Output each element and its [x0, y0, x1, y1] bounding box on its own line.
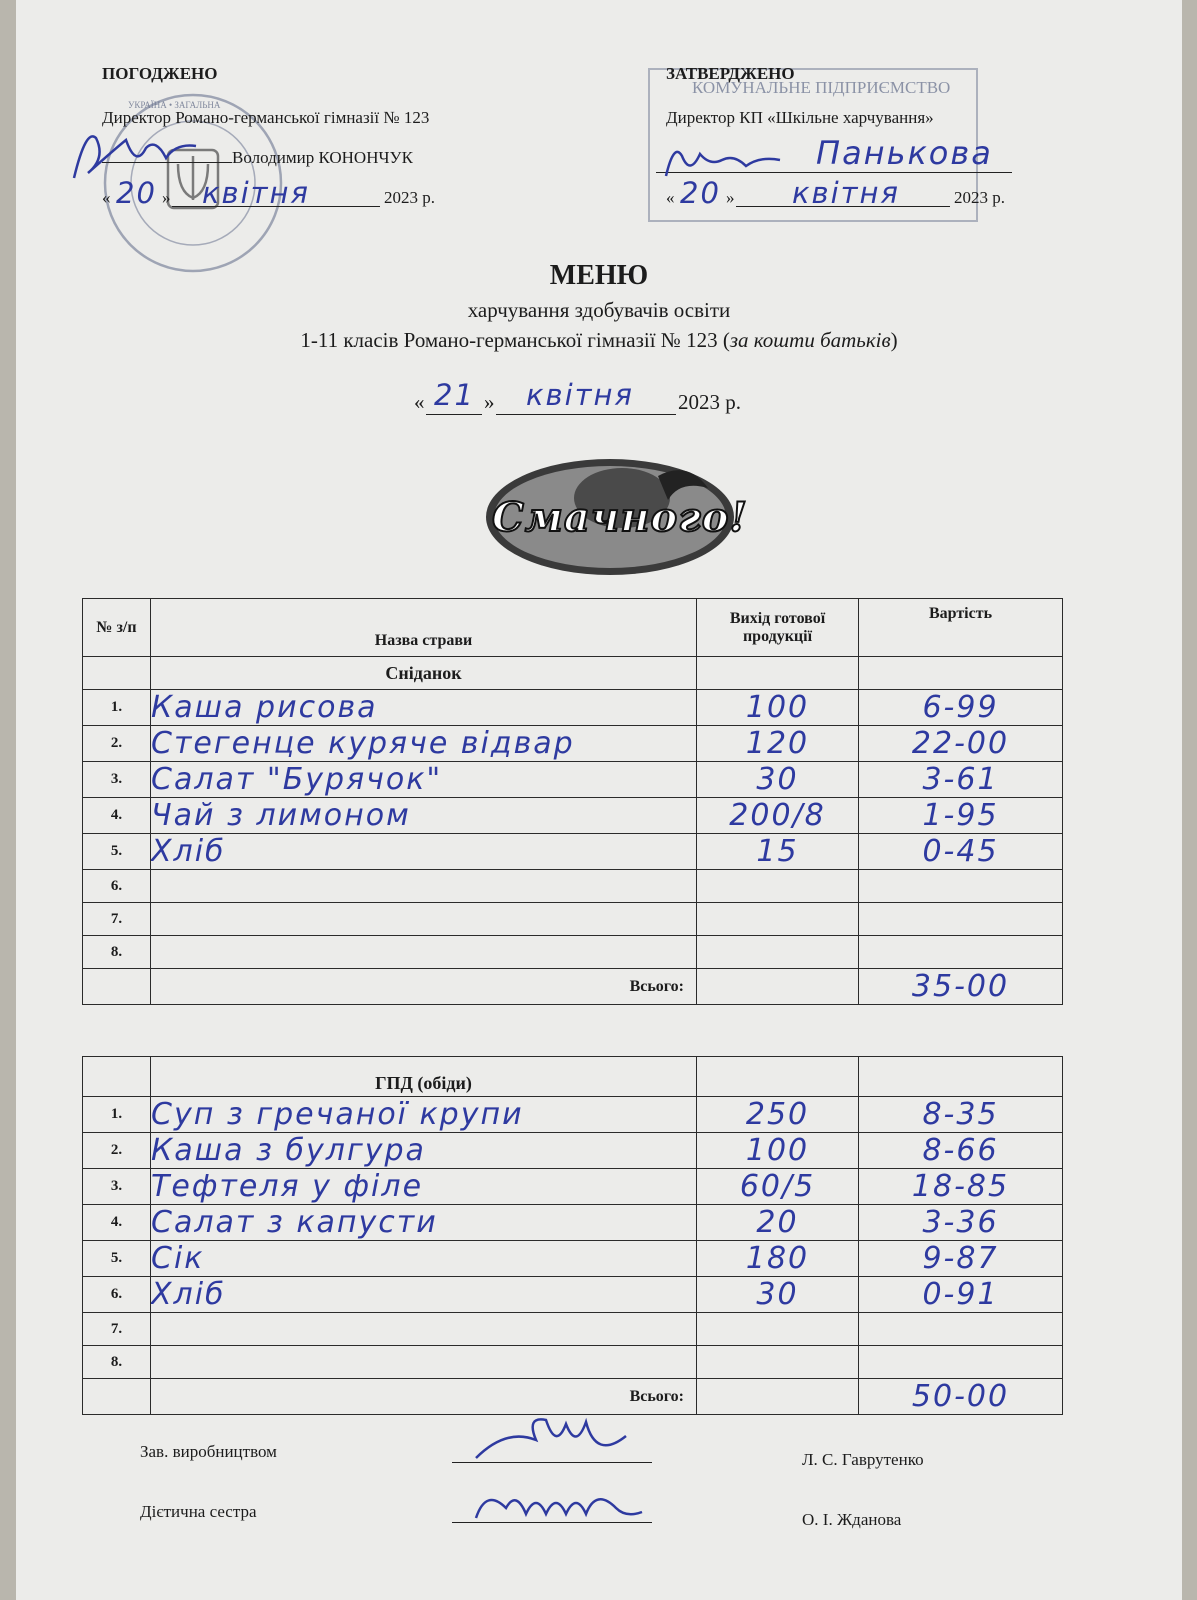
row-num: 1.	[83, 1097, 151, 1133]
row-num: 6.	[83, 1277, 151, 1313]
dish-name: Чай з лимоном	[151, 798, 697, 834]
approved-position: Директор Романо-германської гімназії № 123	[102, 108, 430, 127]
footer-role-1: Зав. виробництвом	[140, 1442, 277, 1461]
dish-output: 120	[697, 726, 859, 762]
dish-cost: 0-91	[859, 1277, 1063, 1313]
dish-output: 30	[697, 762, 859, 798]
dish-cost	[859, 936, 1063, 969]
dish-name: Салат "Бурячок"	[151, 762, 697, 798]
breakfast-table	[82, 598, 1063, 1005]
table-row	[83, 690, 1063, 726]
row-num: 8.	[83, 936, 151, 969]
table-row	[83, 762, 1063, 798]
approved-title: ПОГОДЖЕНО	[102, 64, 218, 83]
table-row	[83, 1097, 1063, 1133]
dish-output	[697, 870, 859, 903]
footer-name-2: О. І. Жданова	[802, 1510, 902, 1529]
approved-year: 2023 р.	[384, 188, 435, 207]
col-name: Назва страви	[151, 599, 697, 657]
dish-output: 200/8	[697, 798, 859, 834]
dish-name: Каша рисова	[151, 690, 697, 726]
dish-output	[697, 936, 859, 969]
row-num: 4.	[83, 1205, 151, 1241]
lunch-table	[82, 1056, 1063, 1415]
table-row	[83, 1133, 1063, 1169]
breakfast-total-label: Всього:	[151, 969, 697, 1005]
table-row	[83, 834, 1063, 870]
dish-name	[151, 870, 697, 903]
dish-cost: 9-87	[859, 1241, 1063, 1277]
row-num: 6.	[83, 870, 151, 903]
confirmed-year: 2023 р.	[954, 188, 1005, 207]
dish-cost: 1-95	[859, 798, 1063, 834]
menu-subtitle-1: харчування здобувачів освіти	[467, 298, 731, 322]
dish-output	[697, 1346, 859, 1379]
row-num: 5.	[83, 834, 151, 870]
table-row	[83, 798, 1063, 834]
approved-date-day: 20	[116, 176, 157, 210]
confirmed-signature-name: Панькова	[816, 134, 993, 172]
dish-cost	[859, 870, 1063, 903]
row-num: 7.	[83, 903, 151, 936]
dish-cost: 8-35	[859, 1097, 1063, 1133]
approved-date-open: «	[102, 188, 111, 207]
dish-name: Хліб	[151, 834, 697, 870]
row-num: 3.	[83, 762, 151, 798]
rect-stamp-text: КОМУНАЛЬНЕ ПІДПРИЄМСТВО	[692, 78, 951, 97]
menu-date-open: «	[414, 390, 425, 414]
confirmed-title: ЗАТВЕРДЖЕНО	[666, 64, 795, 83]
confirmed-date-open: «	[666, 188, 675, 207]
dish-output: 100	[697, 1133, 859, 1169]
dish-output: 20	[697, 1205, 859, 1241]
dish-name: Каша з булгура	[151, 1133, 697, 1169]
confirmed-position: Директор КП «Шкільне харчування»	[666, 108, 934, 127]
table-row	[83, 1346, 1063, 1379]
dish-output: 30	[697, 1277, 859, 1313]
table-row	[83, 1205, 1063, 1241]
approved-name: Володимир КОНОНЧУК	[232, 148, 413, 167]
row-num: 4.	[83, 798, 151, 834]
dish-name: Стегенце куряче відвар	[151, 726, 697, 762]
dish-output: 250	[697, 1097, 859, 1133]
dish-cost: 0-45	[859, 834, 1063, 870]
confirmed-date-day: 20	[680, 176, 721, 210]
dish-output	[697, 1313, 859, 1346]
breakfast-total: 35-00	[859, 969, 1063, 1005]
dish-cost: 3-61	[859, 762, 1063, 798]
dish-name	[151, 903, 697, 936]
section-breakfast: Сніданок	[151, 657, 697, 690]
col-num: № з/п	[83, 599, 151, 657]
dish-output: 180	[697, 1241, 859, 1277]
dish-output: 15	[697, 834, 859, 870]
approved-date-month: квітня	[202, 176, 310, 210]
col-cost: Вартість	[859, 599, 1063, 657]
confirmed-date-close: »	[726, 188, 735, 207]
table-row	[83, 1169, 1063, 1205]
menu-date-close: »	[484, 390, 495, 414]
breakfast-rows	[83, 690, 1063, 969]
signature-nurse-icon	[466, 1478, 646, 1536]
row-num: 2.	[83, 726, 151, 762]
dish-cost: 8-66	[859, 1133, 1063, 1169]
dish-name: Салат з капусти	[151, 1205, 697, 1241]
dish-output: 60/5	[697, 1169, 859, 1205]
dish-cost	[859, 903, 1063, 936]
bon-appetit-logo	[482, 454, 748, 580]
approved-date-close: »	[162, 188, 171, 207]
col-output: Вихід готової продукції	[697, 599, 859, 657]
table-row	[83, 903, 1063, 936]
menu-date-day: 21	[434, 378, 475, 412]
logo-text: Смачного!	[492, 494, 748, 541]
menu-year: 2023 р.	[678, 390, 741, 414]
row-num: 2.	[83, 1133, 151, 1169]
row-num: 3.	[83, 1169, 151, 1205]
dish-name	[151, 1346, 697, 1379]
footer-name-1: Л. С. Гаврутенко	[802, 1450, 924, 1469]
round-stamp-text: УКРАЇНА • ЗАГАЛЬНА	[128, 100, 221, 110]
lunch-total: 50-00	[859, 1379, 1063, 1415]
dish-name: Хліб	[151, 1277, 697, 1313]
table-row	[83, 1313, 1063, 1346]
menu-title: МЕНЮ	[549, 260, 649, 291]
dish-name	[151, 936, 697, 969]
row-num: 1.	[83, 690, 151, 726]
lunch-rows	[83, 1097, 1063, 1379]
dish-name: Суп з гречаної крупи	[151, 1097, 697, 1133]
dish-cost	[859, 1346, 1063, 1379]
row-num: 7.	[83, 1313, 151, 1346]
dish-name	[151, 1313, 697, 1346]
table-row	[83, 870, 1063, 903]
lunch-total-label: Всього:	[151, 1379, 697, 1415]
dish-name: Тефтеля у філе	[151, 1169, 697, 1205]
dish-output	[697, 903, 859, 936]
menu-date-month: квітня	[526, 378, 634, 412]
table-row	[83, 1241, 1063, 1277]
signature-chef-icon	[466, 1410, 636, 1470]
footer-role-2: Дієтична сестра	[140, 1502, 257, 1521]
section-lunch: ГПД (обіди)	[151, 1057, 697, 1097]
dish-cost: 18-85	[859, 1169, 1063, 1205]
dish-cost	[859, 1313, 1063, 1346]
dish-name: Сік	[151, 1241, 697, 1277]
menu-subtitle-2: 1-11 класів Романо-германської гімназії № 123 (за кошти батьків)	[300, 328, 898, 352]
confirmed-date-month: квітня	[792, 176, 900, 210]
row-num: 8.	[83, 1346, 151, 1379]
dish-cost: 3-36	[859, 1205, 1063, 1241]
row-num: 5.	[83, 1241, 151, 1277]
dish-cost: 6-99	[859, 690, 1063, 726]
document-page	[16, 0, 1182, 1600]
table-row	[83, 726, 1063, 762]
dish-output: 100	[697, 690, 859, 726]
table-row	[83, 936, 1063, 969]
dish-cost: 22-00	[859, 726, 1063, 762]
table-row	[83, 1277, 1063, 1313]
